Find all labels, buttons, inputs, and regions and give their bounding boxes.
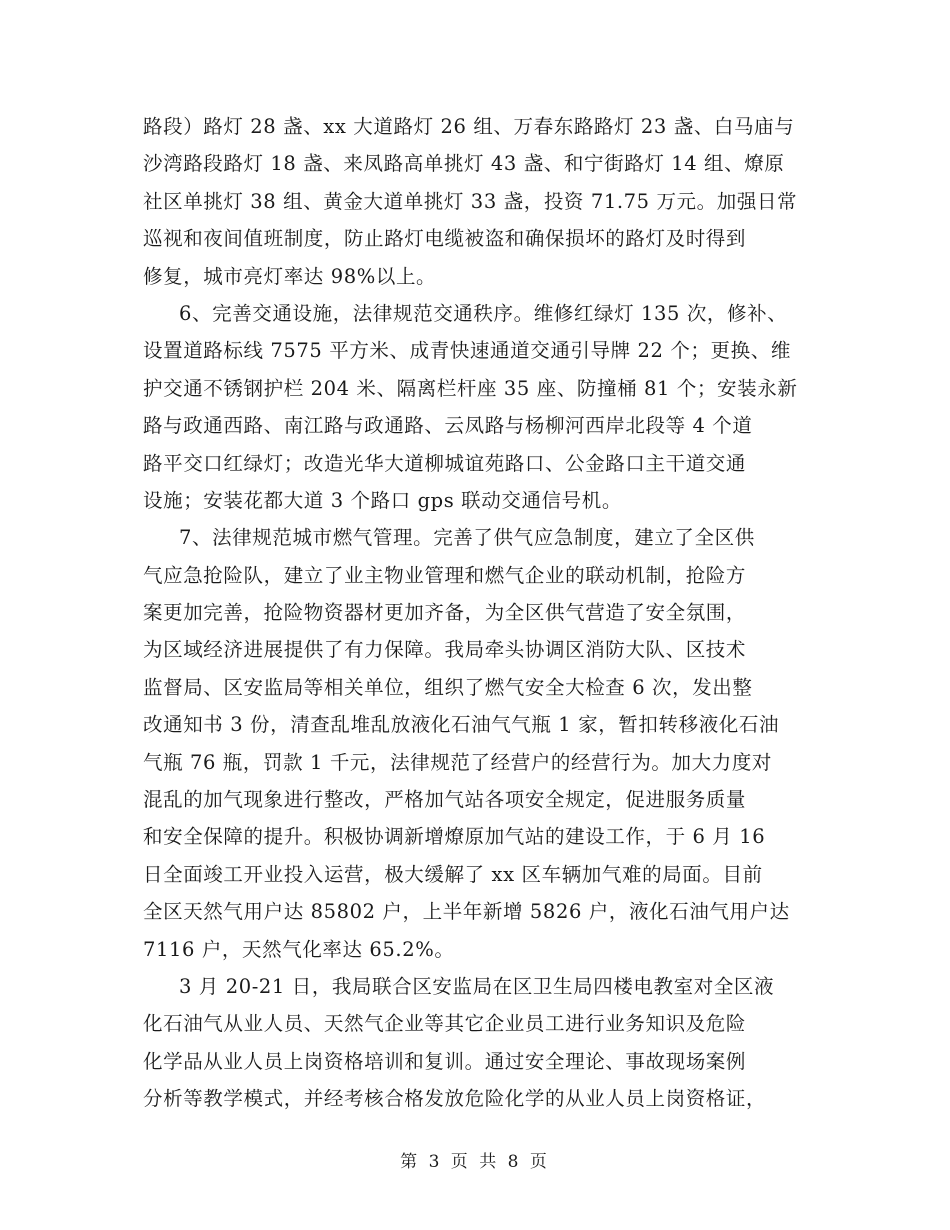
text-line: 设置道路标线 7575 平方米、成青快速通道交通引导牌 22 个；更换、维 xyxy=(143,339,791,363)
text-line: 修复，城市亮灯率达 98%以上。 xyxy=(143,264,437,288)
text-line: 分析等教学模式，并经考核合格发放危险化学的从业人员上岗资格证， xyxy=(143,1087,767,1111)
page-number-footer: 第 3 页 共 8 页 xyxy=(400,1152,550,1172)
text-line: 护交通不锈钢护栏 204 米、隔离栏杆座 35 座、防撞桶 81 个；安装永新 xyxy=(143,376,798,400)
text-line: 社区单挑灯 38 组、黄金大道单挑灯 33 盏，投资 71.75 万元。加强日常 xyxy=(143,189,798,213)
text-line: 案更加完善，抢险物资器材更加齐备，为全区供气营造了安全氛围， xyxy=(143,601,747,625)
text-line: 路段）路灯 28 盏、xx 大道路灯 26 组、万春东路路灯 23 盏、白马庙与 xyxy=(143,115,795,138)
text-line: 7116 户，天然气化率达 65.2%。 xyxy=(143,937,455,961)
text-line: 巡视和夜间值班制度，防止路灯电缆被盗和确保损坏的路灯及时得到 xyxy=(143,227,747,251)
text-line: 设施；安装花都大道 3 个路口 gps 联动交通信号机。 xyxy=(143,488,622,512)
text-line: 混乱的加气现象进行整改，严格加气站各项安全规定，促进服务质量 xyxy=(143,788,747,812)
text-line: 路与政通西路、南江路与政通路、云凤路与杨柳河西岸北段等 4 个道 xyxy=(143,414,753,438)
text-line: 为区域经济进展提供了有力保障。我局牵头协调区消防大队、区技术 xyxy=(143,638,747,662)
paragraph-start-line: 7、法律规范城市燃气管理。完善了供气应急制度，建立了全区供 xyxy=(179,526,755,550)
text-line: 化学品从业人员上岗资格培训和复训。通过安全理论、事故现场案例 xyxy=(143,1049,747,1073)
paragraph-start-line: 6、完善交通设施，法律规范交通秩序。维修红绿灯 135 次，修补、 xyxy=(179,301,788,325)
text-line: 气应急抢险队，建立了业主物业管理和燃气企业的联动机制，抢险方 xyxy=(143,563,747,587)
paragraph-start-line: 3 月 20-21 日，我局联合区安监局在区卫生局四楼电教室对全区液 xyxy=(179,974,775,998)
body-text xyxy=(143,108,823,1118)
text-line: 路平交口红绿灯；改造光华大道柳城谊苑路口、公金路口主干道交通 xyxy=(143,451,747,475)
text-line: 和安全保障的提升。积极协调新增燎原加气站的建设工作，于 6 月 16 xyxy=(143,825,766,849)
text-line: 日全面竣工开业投入运营，极大缓解了 xx 区车辆加气难的局面。目前 xyxy=(143,862,763,886)
text-line: 全区天然气用户达 85802 户，上半年新增 5826 户，液化石油气用户达 xyxy=(143,900,790,924)
text-line: 沙湾路段路灯 18 盏、来凤路高单挑灯 43 盏、和宁街路灯 14 组、燎原 xyxy=(143,152,785,176)
text-line: 改通知书 3 份，清查乱堆乱放液化石油气气瓶 1 家，暂扣转移液化石油 xyxy=(143,713,780,737)
text-line: 监督局、区安监局等相关单位，组织了燃气安全大检查 6 次，发出整 xyxy=(143,675,753,699)
text-line: 气瓶 76 瓶，罚款 1 千元，法律规范了经营户的经营行为。加大力度对 xyxy=(143,750,773,774)
text-line: 化石油气从业人员、天然气企业等其它企业员工进行业务知识及危险 xyxy=(143,1012,747,1036)
